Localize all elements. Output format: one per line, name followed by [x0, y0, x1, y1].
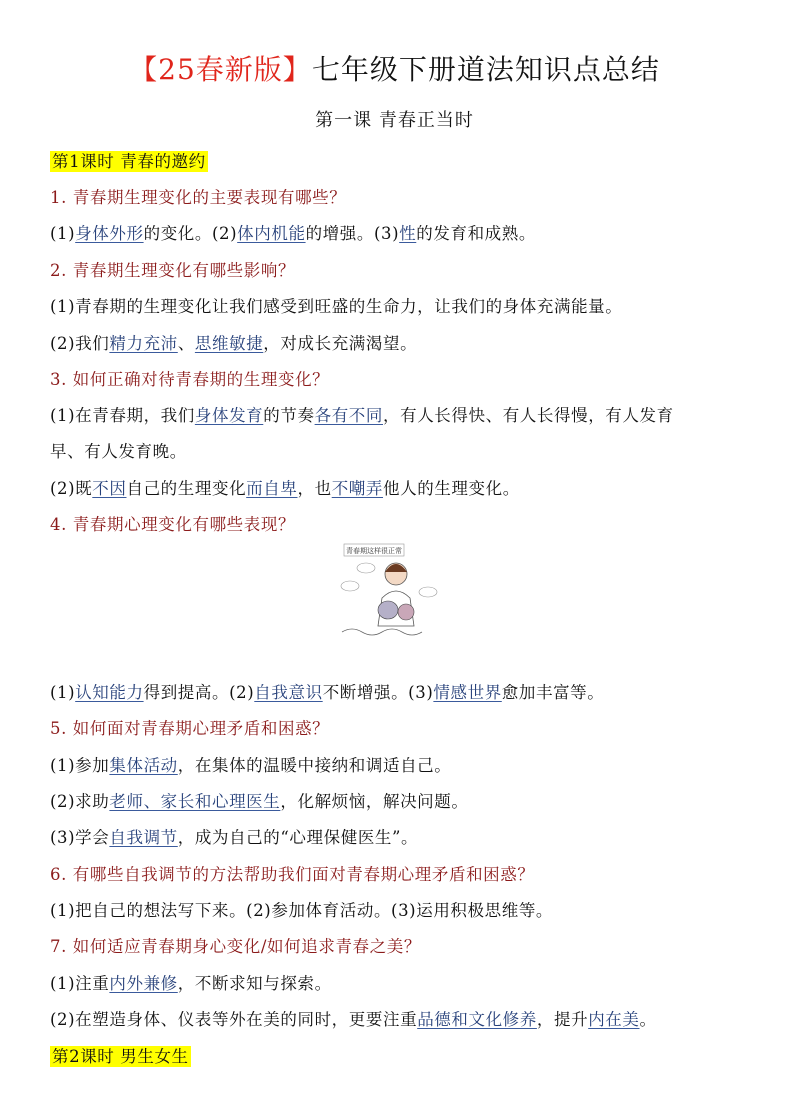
title-main: 七年级下册道法知识点总结: [311, 53, 660, 86]
thought-bubble: [341, 581, 359, 591]
answer-1: (1)身体外形的变化。(2)体内机能的增强。(3)性的发育和成熟。: [50, 224, 536, 243]
question-1: 1. 青春期生理变化的主要表现有哪些？: [50, 188, 347, 207]
answer-5-2: (2)求助老师、家长和心理医生，化解烦恼，解决问题。: [50, 792, 469, 811]
answer-3-1-cont: 早、有人发育晚。: [50, 442, 187, 461]
answer-7-2: (2)在塑造身体、仪表等外在美的同时，更要注重品德和文化修养，提升内在美。: [50, 1010, 657, 1029]
question-5: 5. 如何面对青春期心理矛盾和困惑？: [50, 719, 330, 738]
illustration-caption: 青春期这样很正常: [346, 547, 402, 555]
page-title: [0, 48, 789, 88]
question-6: 6. 有哪些自我调节的方法帮助我们面对青春期心理矛盾和困惑？: [50, 865, 535, 884]
illustration-svg: [336, 540, 450, 640]
question-2: 2. 青春期生理变化有哪些影响？: [50, 261, 296, 280]
thought-bubble: [357, 563, 375, 573]
adolescence-illustration: [336, 540, 450, 640]
section-label: 第1课时 青春的邀约: [52, 152, 206, 171]
answer-5-1: (1)参加集体活动，在集体的温暖中接纳和调适自己。: [50, 756, 452, 775]
question-4: 4. 青春期心理变化有哪些表现？: [50, 515, 296, 534]
thought-bubble: [419, 587, 437, 597]
answer-7-1: (1)注重内外兼修，不断求知与探索。: [50, 974, 332, 993]
title-prefix: 【25春新版】: [129, 53, 312, 86]
answer-2-2: (2)我们精力充沛、思维敏捷，对成长充满渴望。: [50, 334, 418, 353]
question-7: 7. 如何适应青春期身心变化/如何追求青春之美？: [50, 937, 421, 956]
answer-5-3: (3)学会自我调节，成为自己的“心理保健医生”。: [50, 828, 419, 847]
answer-3-2: (2)既不因自己的生理变化而自卑，也不嘲弄他人的生理变化。: [50, 479, 520, 498]
question-3: 3. 如何正确对待青春期的生理变化？: [50, 370, 330, 389]
section-heading-1: [50, 148, 208, 172]
answer-6: (1)把自己的想法写下来。(2)参加体育活动。(3)运用积极思维等。: [50, 901, 554, 920]
answer-4: (1)认知能力得到提高。(2)自我意识不断增强。(3)情感世界愈加丰富等。: [50, 683, 605, 702]
section-heading-2: [50, 1043, 191, 1067]
answer-2-1: (1)青春期的生理变化让我们感受到旺盛的生命力，让我们的身体充满能量。: [50, 297, 623, 316]
lesson-heading: 第一课 青春正当时: [315, 110, 474, 131]
answer-3-1: (1)在青春期，我们身体发育的节奏各有不同，有人长得快、有人长得慢，有人发育: [50, 406, 674, 425]
section-label: 第2课时 男生女生: [52, 1047, 189, 1066]
